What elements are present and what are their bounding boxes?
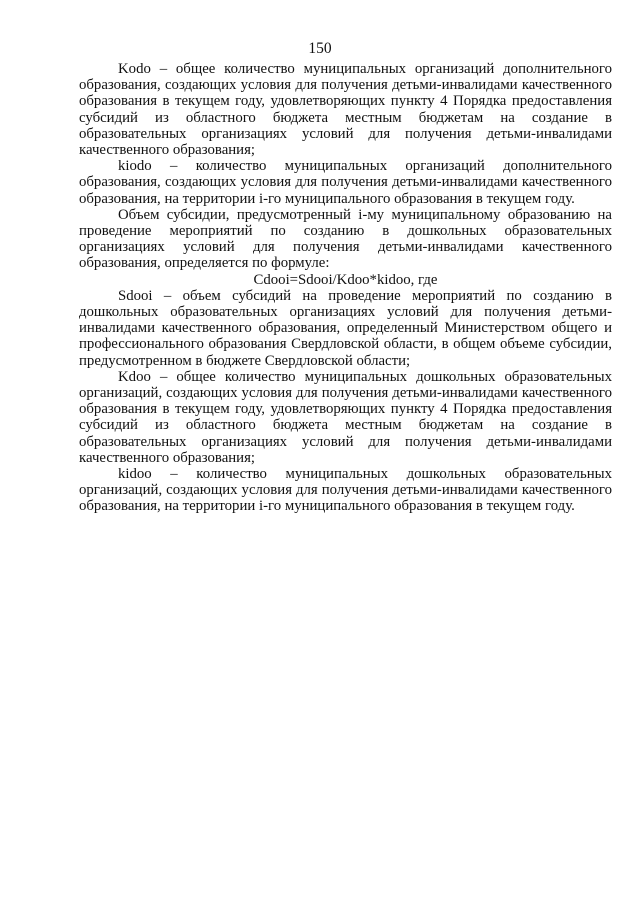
paragraph-sdooi-definition: Sdooi – объем субсидий на проведение мероприятий по созданию в дошкольных образовательных организациях условий для получения детьми-инвалидами качественного образования, определенный Министерством общего и профессионального образования Свердловской области, в общем объеме субсидии, предусмотренном в бюджете Свердловской области;: [79, 287, 612, 369]
paragraph-kodo-definition: Kodo – общее количество муниципальных организаций дополнительного образования, создающих условия для получения детьми-инвалидами качественного образования в текущем году, удовлетворяющих пункту 4 Порядка предоставления субсидий из областного бюджета местным бюджетам на создание в образовательных организациях условий для получения детьми-инвалидами качественного образования;: [79, 61, 612, 159]
paragraph-kdoo-definition: Kdoo – общее количество муниципальных дошкольных образовательных организаций, создающих условия для получения детьми-инвалидами качественного образования в текущем году, удовлетворяющих пункту 4 Порядка предоставления субсидий из областного бюджета местным бюджетам на создание в образовательных организациях условий для получения детьми-инвалидами качественного образования;: [79, 368, 612, 466]
paragraph-kidoo-definition: kidoo – количество муниципальных дошкольных образовательных организаций, создающих условия для получения детьми-инвалидами качественного образования, на территории i-го муниципального образования в текущем году.: [79, 466, 612, 515]
formula-cdooi: Cdooi=Sdooi/Kdoo*kidoo, где: [253, 271, 438, 288]
page-number: 150: [308, 40, 332, 57]
document-body: [79, 61, 612, 515]
paragraph-kiodo-definition: kiodo – количество муниципальных организаций дополнительного образования, создающих условия для получения детьми-инвалидами качественного образования, на территории i-го муниципального образования в текущем году.: [79, 158, 612, 207]
paragraph-subsidy-formula-intro: Объем субсидии, предусмотренный i-му муниципальному образованию на проведение мероприятий по созданию в дошкольных образовательных организациях условий для получения детьми-инвалидами качественного образования, определяется по формуле:: [79, 206, 612, 272]
